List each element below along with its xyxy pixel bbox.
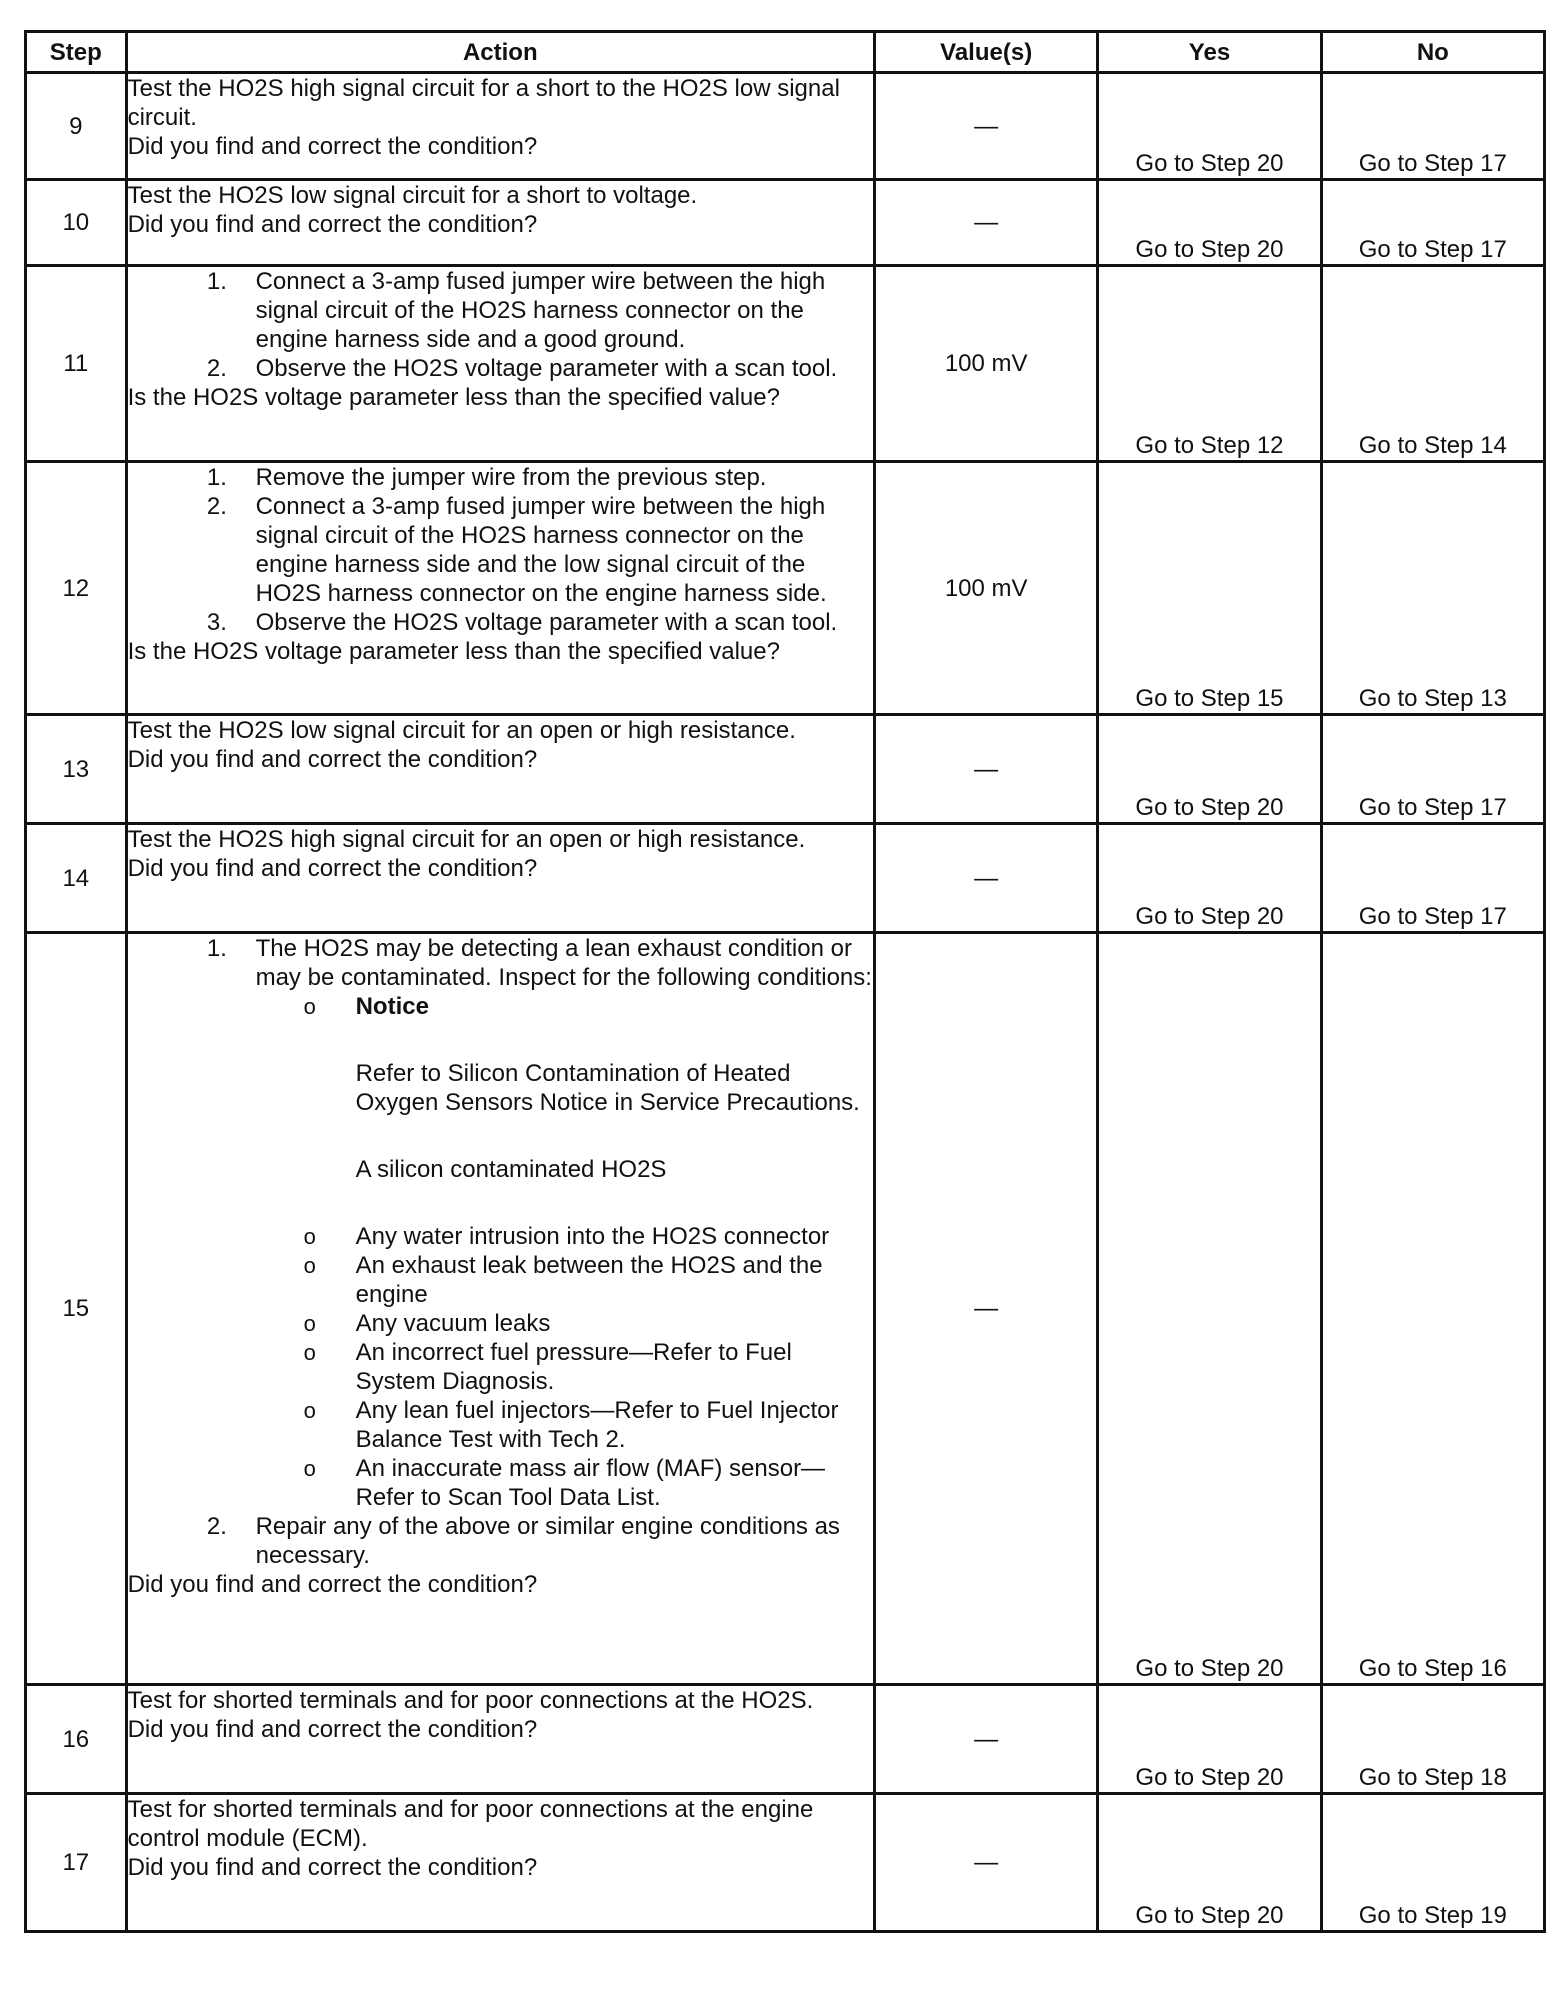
yes-cell: Go to Step 20 (1098, 824, 1321, 933)
step-number: 13 (26, 715, 127, 824)
action-steps-list (128, 463, 873, 637)
step-number: 14 (26, 824, 127, 933)
list-item: 2. Connect a 3-amp fused jumper wire between the high signal circuit of the HO2S harness connector on the engine harness side and the low signal circuit of the HO2S harness connector on the engine harness side. (234, 492, 873, 608)
no-cell: Go to Step 17 (1321, 73, 1544, 180)
value-cell: — (875, 715, 1098, 824)
action-question: Is the HO2S voltage parameter less than the specified value? (127, 384, 780, 411)
yes-cell: Go to Step 15 (1098, 462, 1321, 715)
action-question: Did you find and correct the condition? (127, 1854, 538, 1881)
step-number: 12 (26, 462, 127, 715)
header-action: Action (126, 32, 874, 73)
yes-cell: Go to Step 20 (1098, 1794, 1321, 1932)
header-step: Step (26, 32, 127, 73)
table-row (26, 824, 1545, 933)
condition-item: o An exhaust leak between the HO2S and the engine (286, 1251, 873, 1309)
value-cell: 100 mV (875, 462, 1098, 715)
list-item: 2. Observe the HO2S voltage parameter with a scan tool. (234, 354, 873, 383)
table-row (26, 1685, 1545, 1794)
value-cell: — (875, 1794, 1098, 1932)
action-text: Test the HO2S low signal circuit for an open or high resistance. (127, 717, 796, 744)
diagnostic-steps-table (24, 30, 1546, 1933)
step-number: 15 (26, 933, 127, 1685)
header-no: No (1321, 32, 1544, 73)
action-cell (126, 266, 874, 462)
action-question: Did you find and correct the condition? (127, 1571, 538, 1598)
list-item-text: The HO2S may be detecting a lean exhaust condition or may be contaminated. Inspect for the following conditions: (255, 935, 872, 991)
action-question: Did you find and correct the condition? (127, 211, 538, 238)
list-item (234, 934, 873, 1512)
action-question: Is the HO2S voltage parameter less than the specified value? (127, 638, 780, 665)
action-question: Did you find and correct the condition? (127, 855, 538, 882)
yes-cell: Go to Step 12 (1098, 266, 1321, 462)
value-cell: — (875, 73, 1098, 180)
action-text: Test the HO2S high signal circuit for a short to the HO2S low signal circuit. (127, 75, 840, 131)
yes-cell: Go to Step 20 (1098, 715, 1321, 824)
no-cell: Go to Step 16 (1321, 933, 1544, 1685)
action-text: Test for shorted terminals and for poor connections at the HO2S. (127, 1687, 814, 1714)
step-number: 17 (26, 1794, 127, 1932)
table-row (26, 266, 1545, 462)
header-yes: Yes (1098, 32, 1321, 73)
action-cell (126, 933, 874, 1685)
action-question: Did you find and correct the condition? (127, 1716, 538, 1743)
notice-item (286, 992, 873, 1184)
action-steps-list (128, 267, 873, 383)
table-row (26, 1794, 1545, 1932)
no-cell: Go to Step 17 (1321, 180, 1544, 266)
notice-item-text: A silicon contaminated HO2S (355, 1156, 667, 1183)
action-text: Test the HO2S high signal circuit for an open or high resistance. (127, 826, 806, 853)
action-text: Test the HO2S low signal circuit for a short to voltage. (127, 182, 698, 209)
value-cell: — (875, 824, 1098, 933)
step-number: 16 (26, 1685, 127, 1794)
action-question: Did you find and correct the condition? (127, 746, 538, 773)
notice-text: Refer to Silicon Contamination of Heated Oxygen Sensors Notice in Service Precautions. (355, 1060, 860, 1116)
table-row (26, 933, 1545, 1685)
condition-item: o Any vacuum leaks (286, 1309, 873, 1338)
conditions-list (256, 992, 873, 1512)
table-row (26, 715, 1545, 824)
yes-cell: Go to Step 20 (1098, 933, 1321, 1685)
action-question: Did you find and correct the condition? (127, 133, 538, 160)
yes-cell: Go to Step 20 (1098, 180, 1321, 266)
action-cell (126, 180, 874, 266)
yes-cell: Go to Step 20 (1098, 73, 1321, 180)
condition-item: o Any water intrusion into the HO2S connector (286, 1222, 873, 1251)
list-item: 1. Connect a 3-amp fused jumper wire between the high signal circuit of the HO2S harness connector on the engine harness side and a good ground. (234, 267, 873, 354)
action-cell (126, 715, 874, 824)
condition-item: o An incorrect fuel pressure—Refer to Fuel System Diagnosis. (286, 1338, 873, 1396)
header-values: Value(s) (875, 32, 1098, 73)
list-item: 1. Remove the jumper wire from the previous step. (234, 463, 873, 492)
value-cell: — (875, 180, 1098, 266)
action-text: Test for shorted terminals and for poor connections at the engine control module (ECM). (127, 1796, 814, 1852)
no-cell: Go to Step 14 (1321, 266, 1544, 462)
value-cell: — (875, 1685, 1098, 1794)
action-steps-list (128, 934, 873, 1570)
table-row (26, 180, 1545, 266)
action-cell (126, 1685, 874, 1794)
no-cell: Go to Step 13 (1321, 462, 1544, 715)
table-row (26, 73, 1545, 180)
step-number: 11 (26, 266, 127, 462)
value-cell: — (875, 933, 1098, 1685)
action-cell (126, 73, 874, 180)
condition-item: o An inaccurate mass air flow (MAF) sensor—Refer to Scan Tool Data List. (286, 1454, 873, 1512)
yes-cell: Go to Step 20 (1098, 1685, 1321, 1794)
action-cell (126, 824, 874, 933)
value-cell: 100 mV (875, 266, 1098, 462)
no-cell: Go to Step 18 (1321, 1685, 1544, 1794)
list-item: 2. Repair any of the above or similar engine conditions as necessary. (234, 1512, 873, 1570)
table-row (26, 462, 1545, 715)
action-cell (126, 1794, 874, 1932)
condition-item: o Any lean fuel injectors—Refer to Fuel Injector Balance Test with Tech 2. (286, 1396, 873, 1454)
no-cell: Go to Step 17 (1321, 824, 1544, 933)
table-header-row (26, 32, 1545, 73)
step-number: 9 (26, 73, 127, 180)
step-number: 10 (26, 180, 127, 266)
no-cell: Go to Step 19 (1321, 1794, 1544, 1932)
notice-title: o Notice (355, 993, 429, 1020)
no-cell: Go to Step 17 (1321, 715, 1544, 824)
list-item: 3. Observe the HO2S voltage parameter with a scan tool. (234, 608, 873, 637)
action-cell (126, 462, 874, 715)
